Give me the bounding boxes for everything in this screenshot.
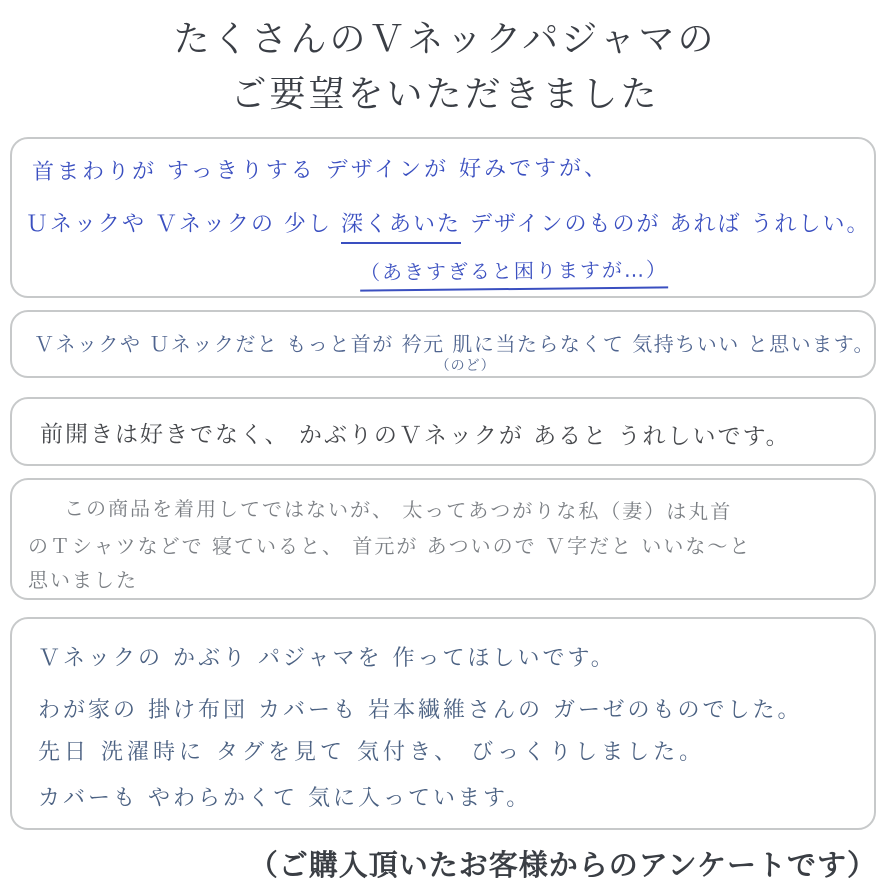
note1-line1: 首まわりが すっきりする デザインが 好みですが、 bbox=[31, 155, 610, 186]
page-title bbox=[0, 12, 890, 121]
note1-line2-pre: Ｕネックや Ｖネックの 少し bbox=[26, 212, 341, 237]
note2-line1 bbox=[34, 328, 876, 374]
survey-note-5 bbox=[10, 617, 876, 830]
note5-line3: 先日 洗濯時に タグを見て 気付き、 びっくりしました。 bbox=[38, 740, 706, 765]
survey-note-4 bbox=[10, 478, 876, 600]
note5-line2: わが家の 掛け布団 カバーも 岩本繊維さんの ガーゼのものでした。 bbox=[38, 698, 803, 723]
note2-furigana-annotation: （のど） bbox=[435, 358, 496, 374]
note3-line1: 前開きは好きでなく、 かぶりのＶネックが あると うれしいです。 bbox=[39, 421, 791, 451]
note2-line1-mid: 衿元 肌に bbox=[401, 332, 496, 356]
note4-line1: この商品を着用してではないが、 太ってあつがりな私（妻）は丸首 bbox=[63, 496, 733, 524]
note5-line1: Ｖネックの かぶり パジャマを 作ってほしいです。 bbox=[38, 646, 616, 671]
note2-line1-post: 当たらなくて 気持ちいい と思います。 bbox=[495, 332, 876, 356]
note4-line2: のＴシャツなどで 寝ていると、 首元が あついので Ｖ字だと いいな〜と bbox=[28, 534, 752, 558]
survey-note-3 bbox=[10, 397, 876, 466]
survey-note-1 bbox=[10, 137, 876, 298]
page-title-line-2: ご要望をいただきました bbox=[230, 73, 660, 114]
note1-line2 bbox=[26, 207, 870, 238]
note2-line1-pre: Ｖネックや Ｕネックだと もっと首が bbox=[34, 332, 402, 356]
note1-line3-parenthetical: （あきすぎると困りますが…） bbox=[360, 253, 668, 291]
note4-line3: 思いました bbox=[28, 568, 138, 592]
note1-line2-post: デザインのものが あれば うれしい。 bbox=[461, 212, 871, 237]
footer-caption: （ご購入頂いたお客様からのアンケートです） bbox=[248, 850, 877, 882]
survey-note-2 bbox=[10, 310, 876, 378]
note2-annotated-word bbox=[401, 328, 496, 374]
page-title-line-1: たくさんのＶネックパジャマの bbox=[173, 19, 717, 59]
note1-underlined-phrase: 深くあいた bbox=[341, 212, 461, 244]
note5-line4: カバーも やわらかくて 気に入っています。 bbox=[38, 786, 532, 811]
